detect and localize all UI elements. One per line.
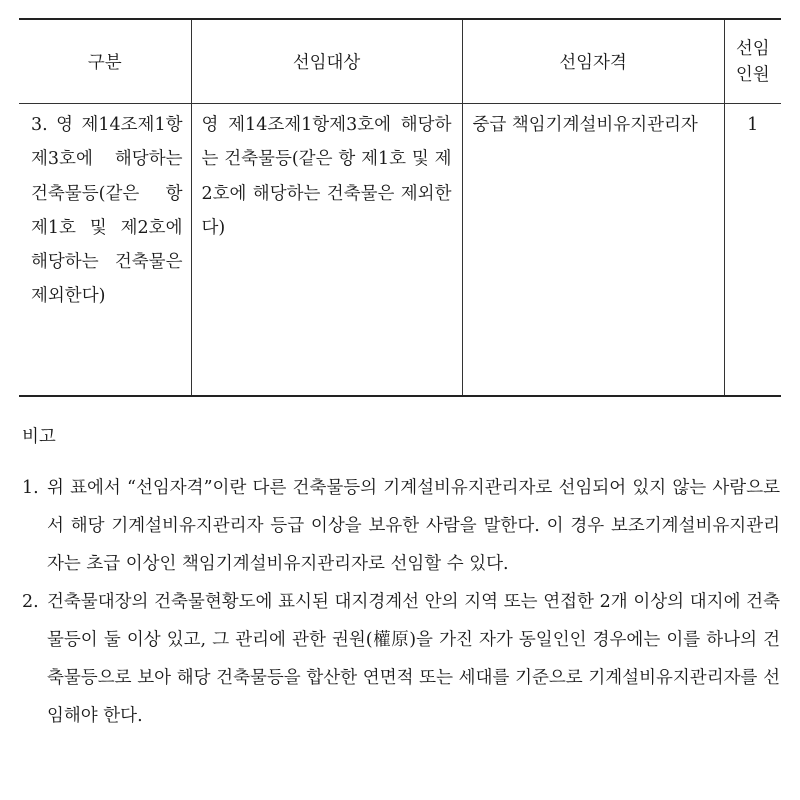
header-count [724,19,781,104]
note-item [22,469,780,583]
notes-title: 비고 [22,427,56,447]
appointment-table [19,18,781,397]
note-number: 2. [22,592,39,612]
header-category: 구분 [19,19,191,104]
note-number: 1. [22,478,39,498]
cell-qualification: 중급 책임기계설비유지관리자 [462,104,724,397]
header-count-line2: 인원 [735,64,770,85]
cell-category: 3. 영 제14조제1항제3호에 해당하는 건축물등(같은 항 제1호 및 제2호에 해당하는 건축물은 제외한다) [19,104,191,397]
cell-count: 1 [724,104,781,397]
header-qualification: 선임자격 [462,19,724,104]
table-header-row [19,19,781,104]
note-item [22,583,780,735]
note-text: 위 표에서 “선임자격”이란 다른 건축물등의 기계설비유지관리자로 선임되어 있지 않는 사람으로서 해당 기계설비유지관리자 등급 이상을 보유한 사람을 말한다. 이 경우 보조기계설비유지관리자는 초급 이상인 책임기계설비유지관리자로 선임할 수 있다. [47,478,780,574]
notes-section [22,425,780,735]
header-target: 선임대상 [191,19,462,104]
header-count-line1: 선임 [735,38,770,59]
cell-target: 영 제14조제1항제3호에 해당하는 건축물등(같은 항 제1호 및 제2호에 해당하는 건축물은 제외한다) [191,104,462,397]
note-text: 건축물대장의 건축물현황도에 표시된 대지경계선 안의 지역 또는 연접한 2개 이상의 대지에 건축물등이 둘 이상 있고, 그 관리에 관한 권원(權原)을 가진 자가 동일인인 경우에는 이를 하나의 건축물등으로 보아 해당 건축물등을 합산한 연면적 또는 세대를 기준으로 기계설비유지관리자를 선임해야 한다. [47,592,780,726]
table-row [19,104,781,397]
